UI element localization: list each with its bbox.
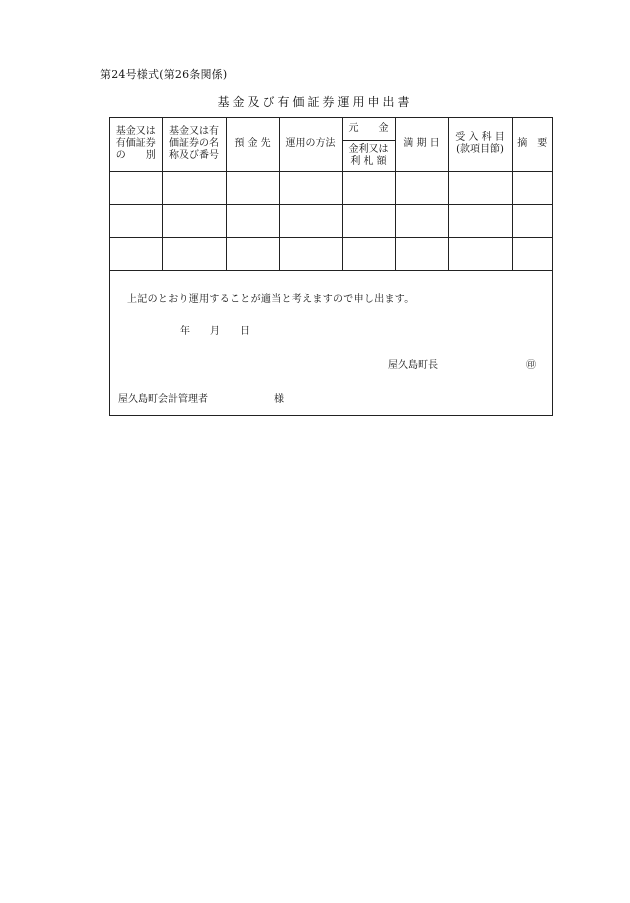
table-cell[interactable] (279, 204, 342, 237)
honorific: 様 (274, 394, 284, 405)
header-principal: 元 金 (342, 118, 395, 140)
table-cell[interactable] (395, 237, 448, 270)
signer-title: 屋久島町長 (388, 360, 438, 371)
application-statement: 上記のとおり運用することが適当と考えますので申し出ます。 (127, 294, 415, 305)
date-line[interactable]: 年 月 日 (180, 326, 250, 337)
table-cell[interactable] (162, 171, 226, 204)
table-cell[interactable] (279, 171, 342, 204)
header-remarks: 摘 要 (512, 118, 552, 171)
table-cell[interactable] (342, 237, 395, 270)
table-cell[interactable] (279, 237, 342, 270)
seal-mark: ㊞ (526, 360, 536, 371)
header-maturity: 満 期 日 (395, 118, 448, 171)
table-cell[interactable] (448, 237, 512, 270)
table-cell[interactable] (226, 171, 279, 204)
table-cell[interactable] (342, 204, 395, 237)
application-form (109, 117, 553, 416)
table-cell[interactable] (110, 171, 162, 204)
table-row (110, 204, 552, 237)
table-row (110, 237, 552, 270)
header-fund-type: 基金又は 有価証券 の 別 (110, 118, 162, 171)
header-method: 運用の方法 (279, 118, 342, 171)
form-number: 第24号様式(第26条関係) (100, 68, 228, 81)
table-cell[interactable] (448, 204, 512, 237)
table-cell[interactable] (448, 171, 512, 204)
table-cell[interactable] (512, 171, 552, 204)
table-cell[interactable] (512, 204, 552, 237)
header-depositee: 預 金 先 (226, 118, 279, 171)
table-cell[interactable] (226, 204, 279, 237)
header-revenue-item: 受 入 科 目 (款項目節) (448, 118, 512, 171)
table-cell[interactable] (512, 237, 552, 270)
table-cell[interactable] (226, 237, 279, 270)
table-cell[interactable] (162, 204, 226, 237)
header-interest: 金利又は 利 札 額 (342, 140, 395, 171)
investment-table (110, 118, 552, 271)
table-cell[interactable] (395, 171, 448, 204)
document-title: 基金及び有価証券運用申出書 (217, 95, 413, 109)
addressee: 屋久島町会計管理者 (118, 394, 208, 405)
table-cell[interactable] (110, 237, 162, 270)
table-row (110, 171, 552, 204)
table-cell[interactable] (342, 171, 395, 204)
table-cell[interactable] (162, 237, 226, 270)
header-fund-name: 基金又は有 価証券の名 称及び番号 (162, 118, 226, 171)
table-cell[interactable] (110, 204, 162, 237)
table-cell[interactable] (395, 204, 448, 237)
